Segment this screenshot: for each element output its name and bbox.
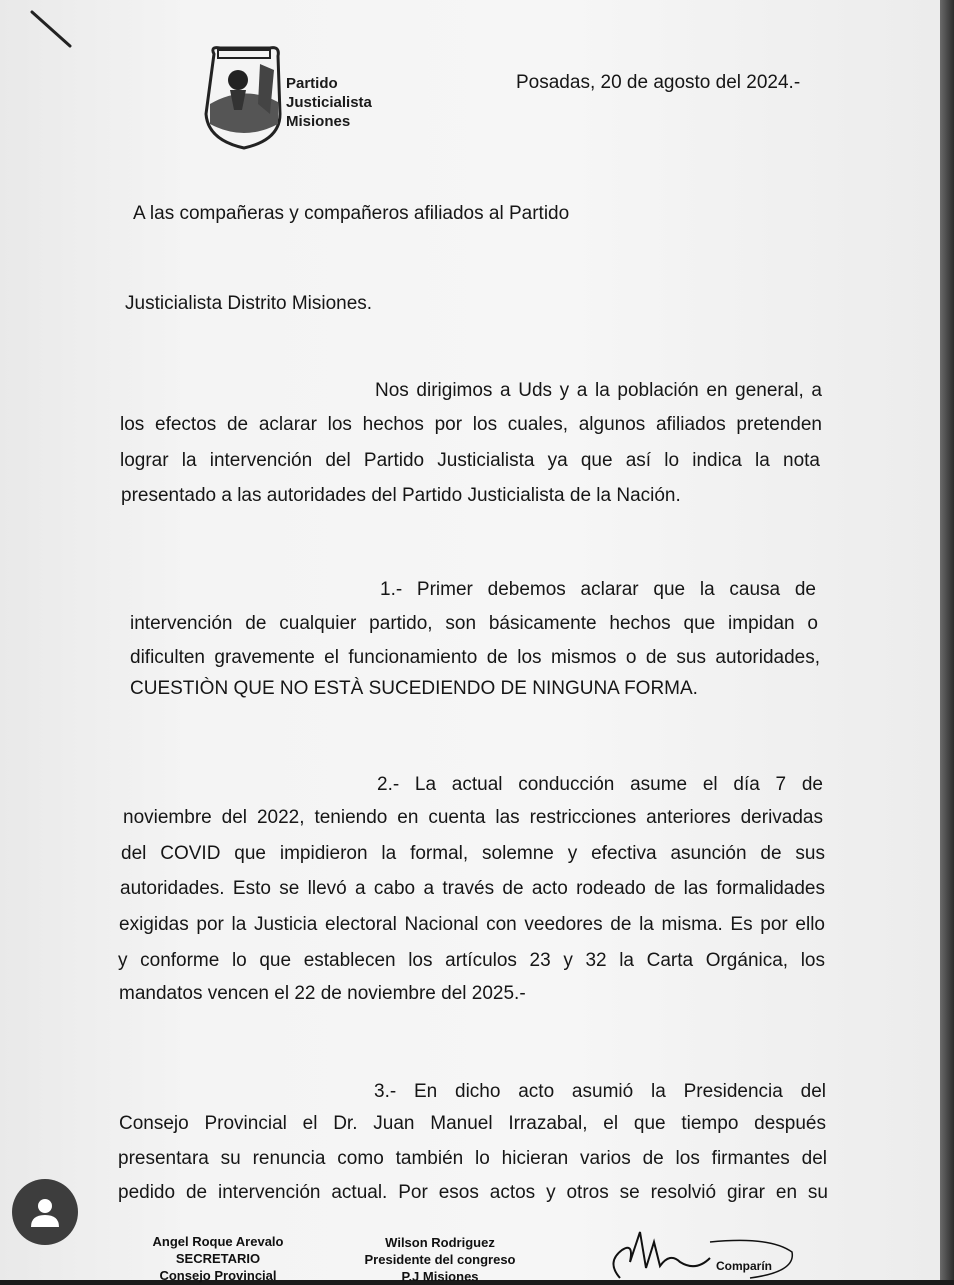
paragraph-line: exigidas por la Justicia electoral Nacional con veedores de la misma. Es por ello xyxy=(119,914,825,935)
paragraph-line: intervención de cualquier partido, son básicamente hechos que impidan o xyxy=(130,613,818,634)
paragraph-line: lograr la intervención del Partido Justicialista ya que así lo indica la nota xyxy=(120,450,820,471)
signer-name: Angel Roque Arevalo xyxy=(152,1234,284,1249)
party-logo-icon xyxy=(200,44,286,152)
paragraph-line: los efectos de aclarar los hechos por los cuales, algunos afiliados pretenden xyxy=(120,414,822,435)
paragraph-line: Nos dirigimos a Uds y a la población en general, a xyxy=(375,380,822,401)
paragraph-line: CUESTIÒN QUE NO ESTÀ SUCEDIENDO DE NINGUNA FORMA. xyxy=(130,678,698,699)
salutation: A las compañeras y compañeros afiliados al Partido xyxy=(133,203,570,224)
signer-name-right: Comparín xyxy=(716,1259,773,1273)
paragraph-line: pedido de intervención actual. Por esos actos y otros se resolvió girar en su xyxy=(118,1182,828,1203)
paragraph-line: dificulten gravemente el funcionamiento de los mismos o de sus autoridades, xyxy=(130,647,820,668)
letter-date: Posadas, 20 de agosto del 2024.- xyxy=(516,72,801,93)
paragraph-line: presentado a las autoridades del Partido Justicialista de la Nación. xyxy=(121,485,681,506)
org-line: Partido xyxy=(286,75,338,92)
signer-org: P.J Misiones xyxy=(401,1269,479,1284)
paragraph-line: del COVID que impidieron la formal, solemne y efectiva asunción de sus xyxy=(121,843,825,864)
user-icon xyxy=(28,1195,62,1229)
letterhead-org xyxy=(286,74,372,131)
paragraph-line: 3.- En dicho acto asumió la Presidencia del xyxy=(374,1081,826,1102)
page-edge-shadow xyxy=(940,0,954,1280)
profile-avatar-button[interactable] xyxy=(12,1179,78,1245)
signature-block-center xyxy=(345,1234,535,1285)
org-line: Misiones xyxy=(286,113,351,130)
signer-role: Presidente del congreso xyxy=(364,1252,516,1267)
paragraph-line: 1.- Primer debemos aclarar que la causa de xyxy=(380,579,816,600)
paragraph-line: Consejo Provincial el Dr. Juan Manuel Irrazabal, el que tiempo después xyxy=(119,1113,826,1134)
signer-name: Wilson Rodriguez xyxy=(385,1235,495,1250)
paragraph-line: y conforme lo que establecen los artículos 23 y 32 la Carta Orgánica, los xyxy=(118,950,825,971)
signer-role: SECRETARIO xyxy=(175,1251,261,1266)
pen-mark xyxy=(30,8,74,52)
paragraph-line: 2.- La actual conducción asume el día 7 de xyxy=(377,774,823,795)
signature-block-left xyxy=(128,1233,308,1284)
paragraph-line: autoridades. Esto se llevó a cabo a través de acto rodeado de las formalidades xyxy=(120,878,825,899)
paragraph-line: noviembre del 2022, teniendo en cuenta las restricciones anteriores derivadas xyxy=(123,807,823,828)
paragraph-line: presentara su renuncia como también lo hicieran varios de los firmantes del xyxy=(118,1148,827,1169)
org-line: Justicialista xyxy=(286,94,372,111)
salutation: Justicialista Distrito Misiones. xyxy=(125,293,373,314)
signer-org: Consejo Provincial xyxy=(159,1268,277,1283)
paragraph-line: mandatos vencen el 22 de noviembre del 2025.- xyxy=(119,983,526,1004)
